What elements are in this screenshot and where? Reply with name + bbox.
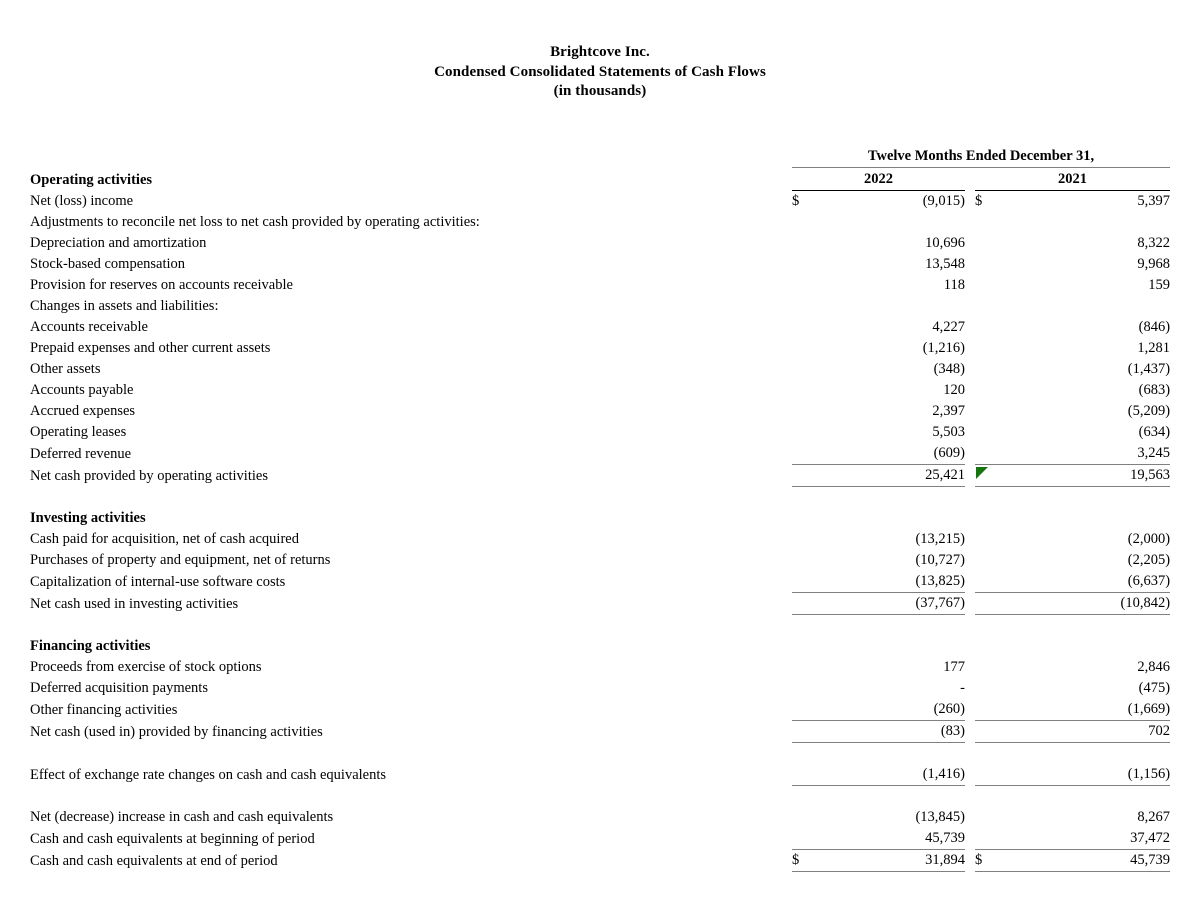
table-row [30,529,1170,550]
value-2022: 120 [943,382,965,398]
table-row [30,678,1170,699]
value-2021: (1,669) [1127,701,1171,717]
column-gap [965,828,975,850]
column-gap [965,571,975,593]
value-2022 [822,212,965,233]
currency-symbol-2022 [792,657,822,678]
table-row [30,508,1170,529]
currency-symbol-2022 [792,571,822,593]
column-gap [965,212,975,233]
column-gap [965,807,975,828]
value-2021: (2,205) [1127,552,1171,568]
value-2022: 118 [943,277,965,293]
value-2022: (10,727) [915,552,965,568]
section-spacer [30,786,1170,808]
column-gap [965,529,975,550]
currency-symbol-2022 [792,807,822,828]
value-2022: 4,227 [932,319,965,335]
currency-symbol-2022 [792,529,822,550]
table-row [30,191,1170,213]
column-gap [965,508,975,529]
table-header-period-row [30,146,1170,168]
currency-symbol-2021 [975,422,1005,443]
table-row [30,296,1170,317]
currency-symbol-2022 [792,828,822,850]
table-row [30,359,1170,380]
column-gap [965,850,975,872]
table-row [30,275,1170,296]
currency-symbol-2021 [975,401,1005,422]
value-2022: 31,894 [822,850,965,872]
row-label: Net (loss) income [30,193,134,209]
header-blank-cell [30,146,792,168]
value-2022: (13,825) [915,573,965,589]
column-gap [965,465,975,487]
value-2022: (37,767) [822,593,965,615]
currency-symbol-2022 [792,678,822,699]
table-row [30,550,1170,571]
currency-symbol-2021 [975,380,1005,401]
column-gap [965,380,975,401]
table-row [30,212,1170,233]
value-2022: (1,216) [922,340,965,356]
cell-comment-flag[interactable] [976,466,988,478]
currency-symbol-2021 [975,254,1005,275]
value-2021: (475) [1138,680,1171,696]
currency-symbol-2022 [792,212,822,233]
value-2022: (83) [822,721,965,743]
row-label: Net cash used in investing activities [30,595,239,612]
currency-symbol-2021 [975,550,1005,571]
value-2022: 13,548 [925,256,965,272]
row-label: Depreciation and amortization [30,235,207,251]
table-row [30,443,1170,465]
value-2022: 45,739 [822,828,965,850]
document-title-block [0,43,1200,102]
value-2021 [1005,508,1170,529]
row-label: Deferred revenue [30,445,132,462]
value-2021: (2,000) [1127,531,1171,547]
row-label: Operating leases [30,424,127,440]
value-2021 [1005,636,1170,657]
value-2022: 25,421 [822,465,965,487]
value-2021: (634) [1138,424,1171,440]
table-row [30,422,1170,443]
value-2022: (13,845) [915,809,965,825]
currency-symbol-2022 [792,275,822,296]
value-2022: (609) [933,445,965,461]
currency-symbol-2022 [792,338,822,359]
company-name: Brightcove Inc. [550,44,650,60]
row-label: Net (decrease) increase in cash and cash equivalents [30,809,334,825]
table-row [30,338,1170,359]
currency-symbol-2021: $ [975,193,983,209]
currency-symbol-2022: $ [792,850,822,872]
value-2021: (10,842) [1005,593,1170,615]
currency-symbol-2021 [975,296,1005,317]
column-gap [965,678,975,699]
row-label: Cash and cash equivalents at end of period [30,852,278,869]
currency-symbol-2022 [792,380,822,401]
investing-section-heading: Investing activities [30,510,146,526]
table-row [30,254,1170,275]
column-gap [965,764,975,786]
value-2021: 45,739 [1005,850,1170,872]
value-2021: 5,397 [1137,193,1171,209]
row-label: Net cash provided by operating activities [30,467,268,484]
column-gap [965,422,975,443]
row-label: Effect of exchange rate changes on cash and cash equivalents [30,766,387,783]
currency-symbol-2021 [975,721,1005,743]
value-2022: 5,503 [932,424,965,440]
value-2021: 1,281 [1137,340,1171,356]
statement-title: Condensed Consolidated Statements of Cash Flows [434,63,766,80]
table-row [30,657,1170,678]
value-2021: 8,267 [1137,809,1171,825]
section-spacer [30,615,1170,637]
currency-symbol-2022: $ [792,193,800,209]
section-spacer [30,487,1170,509]
currency-symbol-2021 [975,465,1005,487]
table-row [30,699,1170,721]
value-2021: (1,437) [1127,361,1171,377]
value-2021: 37,472 [1005,828,1170,850]
value-2021 [1005,296,1170,317]
row-label: Adjustments to reconcile net loss to net cash provided by operating activities: [30,214,480,230]
value-2021 [1005,212,1170,233]
currency-symbol-2021 [975,338,1005,359]
column-header-2021: 2021 [975,168,1170,191]
value-2022: (348) [933,361,965,377]
currency-symbol-2022 [792,254,822,275]
currency-symbol-2021 [975,764,1005,786]
value-2022: 2,397 [932,403,965,419]
row-label: Cash and cash equivalents at beginning of period [30,830,315,847]
table-total-row [30,764,1170,786]
cash-flow-table [30,146,1170,872]
section-spacer [30,743,1170,765]
row-label: Stock-based compensation [30,256,186,272]
row-label: Capitalization of internal-use software costs [30,573,286,590]
currency-symbol-2021 [975,233,1005,254]
column-gap [965,657,975,678]
currency-symbol-2022 [792,359,822,380]
period-header-label: Twelve Months Ended December 31, [792,146,1170,168]
row-label: Changes in assets and liabilities: [30,298,219,314]
currency-symbol-2022 [792,699,822,721]
currency-symbol-2022 [792,593,822,615]
value-2021: (846) [1138,319,1171,335]
row-label: Proceeds from exercise of stock options [30,659,262,675]
table-row [30,807,1170,828]
table-row [30,380,1170,401]
currency-symbol-2021 [975,699,1005,721]
currency-symbol-2021 [975,529,1005,550]
row-label: Deferred acquisition payments [30,680,208,696]
financing-section-heading: Financing activities [30,638,151,654]
value-2022: 10,696 [925,235,965,251]
currency-symbol-2021 [975,657,1005,678]
units-note: (in thousands) [553,83,647,99]
comment-flag-triangle-icon [976,467,988,479]
row-label: Purchases of property and equipment, net of returns [30,552,331,568]
row-label: Accounts receivable [30,319,148,335]
table-total-row [30,593,1170,615]
column-gap [965,699,975,721]
table-total-row [30,721,1170,743]
currency-symbol-2021 [975,807,1005,828]
currency-symbol-2021 [975,678,1005,699]
currency-symbol-2022 [792,721,822,743]
table-row [30,317,1170,338]
value-2021: 702 [1005,721,1170,743]
value-2021: (6,637) [1127,573,1171,589]
value-2022: - [960,680,965,696]
row-label: Provision for reserves on accounts receivable [30,277,293,293]
column-gap [965,593,975,615]
table-row [30,571,1170,593]
column-gap [965,191,975,213]
value-2022 [822,636,965,657]
currency-symbol-2021 [975,317,1005,338]
value-2022: (1,416) [822,764,965,786]
currency-symbol-2022 [792,465,822,487]
column-gap [965,636,975,657]
currency-symbol-2021 [975,275,1005,296]
currency-symbol-2021 [975,593,1005,615]
currency-symbol-2022 [792,296,822,317]
currency-symbol-2021 [975,828,1005,850]
column-gap [965,233,975,254]
currency-symbol-2022 [792,764,822,786]
row-label: Cash paid for acquisition, net of cash acquired [30,531,299,547]
value-2022 [822,508,965,529]
value-2021: 2,846 [1137,659,1171,675]
row-label: Other assets [30,361,101,377]
row-label: Accrued expenses [30,403,136,419]
row-label: Accounts payable [30,382,134,398]
column-gap [965,275,975,296]
currency-symbol-2021 [975,636,1005,657]
currency-symbol-2022 [792,443,822,465]
currency-symbol-2021 [975,443,1005,465]
row-label: Other financing activities [30,701,178,718]
value-2022: (9,015) [922,193,965,209]
value-2021: 19,563 [1005,465,1170,487]
table-total-row [30,465,1170,487]
table-header-year-row [30,168,1170,191]
currency-symbol-2022 [792,233,822,254]
currency-symbol-2021 [975,508,1005,529]
column-gap [965,338,975,359]
value-2021: 8,322 [1137,235,1171,251]
row-label: Prepaid expenses and other current assets [30,340,271,356]
currency-symbol-2021 [975,359,1005,380]
value-2021: (5,209) [1127,403,1171,419]
column-gap [965,550,975,571]
currency-symbol-2021 [975,212,1005,233]
header-column-gap [965,168,975,191]
column-gap [965,401,975,422]
column-gap [965,254,975,275]
table-row [30,233,1170,254]
column-header-2022: 2022 [792,168,965,191]
currency-symbol-2022 [792,550,822,571]
table-row [30,636,1170,657]
column-gap [965,721,975,743]
value-2022: 177 [943,659,965,675]
column-gap [965,317,975,338]
currency-symbol-2021: $ [975,850,1005,872]
value-2022: (260) [933,701,965,717]
operating-section-heading: Operating activities [30,171,153,188]
value-2021: (1,156) [1005,764,1170,786]
currency-symbol-2022 [792,401,822,422]
currency-symbol-2022 [792,508,822,529]
column-gap [965,443,975,465]
row-label: Net cash (used in) provided by financing activities [30,723,323,740]
currency-symbol-2022 [792,636,822,657]
column-gap [965,359,975,380]
currency-symbol-2022 [792,422,822,443]
value-2021: 159 [1148,277,1171,293]
value-2022: (13,215) [915,531,965,547]
value-2022 [822,296,965,317]
table-total-row [30,850,1170,872]
column-gap [965,296,975,317]
value-2021: 3,245 [1137,445,1171,461]
currency-symbol-2022 [792,317,822,338]
value-2021: (683) [1138,382,1171,398]
value-2021: 9,968 [1137,256,1171,272]
table-row [30,828,1170,850]
currency-symbol-2021 [975,571,1005,593]
table-row [30,401,1170,422]
